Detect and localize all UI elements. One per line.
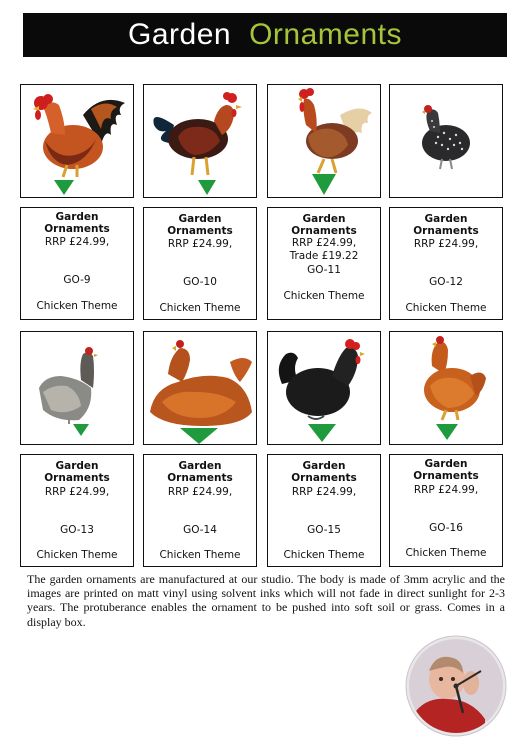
product-title: Garden Ornaments xyxy=(44,211,110,235)
rrp-price: RRP £24.99, xyxy=(44,486,110,498)
brown-rooster-icon xyxy=(268,85,382,199)
product-card-go-14 xyxy=(143,454,257,567)
product-card-go-11 xyxy=(267,207,381,320)
product-title: Garden Ornaments xyxy=(167,460,233,484)
rrp-price: RRP £24.99, xyxy=(44,236,110,248)
title-banner xyxy=(23,13,507,57)
product-card-go-13 xyxy=(20,454,134,567)
product-price xyxy=(21,486,133,499)
product-theme: Chicken Theme xyxy=(405,547,487,559)
title-word-garden: Garden xyxy=(128,18,232,51)
product-image-go-14[interactable] xyxy=(143,331,257,445)
product-image-go-12[interactable] xyxy=(389,84,503,198)
product-image-go-15[interactable] xyxy=(267,331,381,445)
product-price xyxy=(144,238,256,251)
nesting-hen-icon xyxy=(144,332,258,446)
grey-hen-icon xyxy=(21,332,135,446)
black-rooster-icon xyxy=(268,332,382,446)
product-title: Garden Ornaments xyxy=(291,213,357,237)
product-code: GO-14 xyxy=(183,524,217,536)
product-price xyxy=(390,484,502,497)
speckled-hen-icon xyxy=(390,85,504,199)
rrp-price: RRP £24.99, xyxy=(291,486,357,498)
trade-price: Trade £19.22 xyxy=(289,250,359,262)
red-rooster-icon xyxy=(21,85,135,199)
rrp-price: RRP £24.99, xyxy=(413,238,479,250)
product-code: GO-9 xyxy=(63,274,91,286)
product-code: GO-10 xyxy=(183,276,217,288)
product-title: Garden Ornaments xyxy=(413,213,479,237)
rrp-price: RRP £24.99, xyxy=(291,237,357,249)
product-image-go-16[interactable] xyxy=(389,331,503,445)
product-card-go-16 xyxy=(389,454,503,567)
product-theme: Chicken Theme xyxy=(159,302,241,314)
dark-rooster-icon xyxy=(144,85,258,199)
product-theme: Chicken Theme xyxy=(283,290,365,302)
product-code: GO-12 xyxy=(429,276,463,288)
product-code: GO-15 xyxy=(307,524,341,536)
rrp-price: RRP £24.99, xyxy=(413,484,479,496)
rrp-price: RRP £24.99, xyxy=(167,238,233,250)
product-code: GO-16 xyxy=(429,522,463,534)
product-theme: Chicken Theme xyxy=(159,549,241,561)
product-price xyxy=(268,486,380,499)
product-title: Garden Ornaments xyxy=(413,458,479,482)
product-theme: Chicken Theme xyxy=(36,549,118,561)
title-word-ornaments: Ornaments xyxy=(249,18,402,51)
product-price xyxy=(21,236,133,249)
product-card-go-9 xyxy=(20,207,134,320)
product-card-go-10 xyxy=(143,207,257,320)
product-image-go-11[interactable] xyxy=(267,84,381,198)
product-image-go-10[interactable] xyxy=(143,84,257,198)
product-price xyxy=(268,237,380,263)
orange-hen-icon xyxy=(390,332,504,446)
product-card-go-15 xyxy=(267,454,381,567)
product-title: Garden Ornaments xyxy=(291,460,357,484)
product-title: Garden Ornaments xyxy=(167,213,233,237)
product-code: GO-13 xyxy=(60,524,94,536)
product-theme: Chicken Theme xyxy=(283,549,365,561)
product-image-go-9[interactable] xyxy=(20,84,134,198)
rrp-price: RRP £24.99, xyxy=(167,486,233,498)
product-description: The garden ornaments are manufactured at our studio. The body is made of 3mm acrylic and the images are printed on matt vinyl using solvent inks which will not fade in direct sunlight for 2-3 years. The protuberance enables the ornament to be pushed into soft soil or grass. Comes in a display box. xyxy=(27,572,505,629)
product-price xyxy=(144,486,256,499)
product-code: GO-11 xyxy=(307,264,341,276)
baby-photo-clock-icon xyxy=(405,635,508,738)
product-card-go-12 xyxy=(389,207,503,320)
product-price xyxy=(390,238,502,251)
product-image-go-13[interactable] xyxy=(20,331,134,445)
product-theme: Chicken Theme xyxy=(405,302,487,314)
product-title: Garden Ornaments xyxy=(44,460,110,484)
product-theme: Chicken Theme xyxy=(36,300,118,312)
